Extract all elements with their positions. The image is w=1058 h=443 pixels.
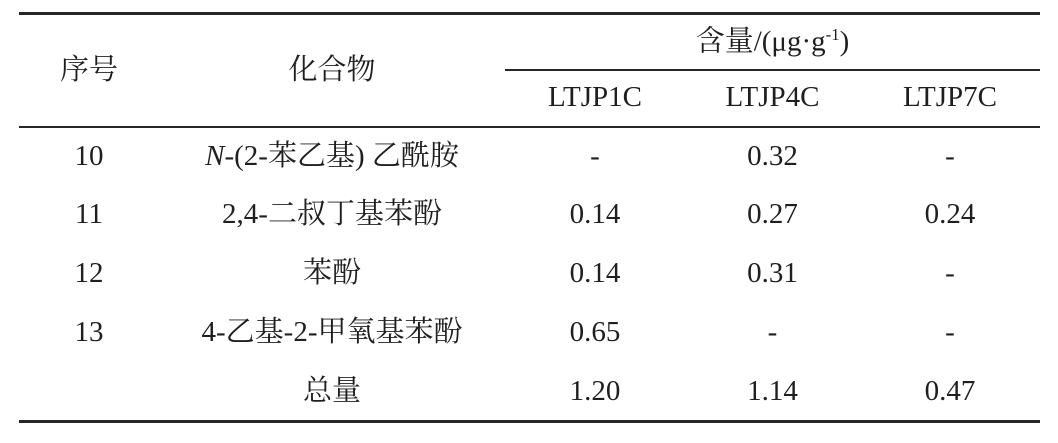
serial-cell (19, 363, 159, 422)
compound-name: 苯酚 (302, 257, 361, 290)
compound-cell (159, 304, 505, 363)
compound-name: 2,4-二叔丁基苯酚 (222, 198, 442, 231)
col-header-content-group (505, 14, 1040, 70)
table-header (19, 14, 1040, 127)
table-body (19, 127, 1040, 422)
col-header-ltjp7c: LTJP7C (860, 70, 1040, 127)
table-row-compound-13 (19, 304, 1040, 363)
value-cell-ltjp4c: 0.31 (747, 257, 798, 290)
table-row-compound-10 (19, 127, 1040, 186)
value-cell-ltjp1c: - (590, 139, 600, 172)
serial-cell: 13 (74, 316, 104, 349)
col-header-ltjp1c: LTJP1C (505, 70, 685, 127)
compound-name: 4-乙基-2-甲氧基苯酚 (201, 316, 463, 349)
value-cell-ltjp7c: - (945, 257, 955, 290)
col-header-compound: 化合物 (159, 14, 505, 127)
value-cell-ltjp4c: - (767, 316, 778, 349)
table-row-compound-12 (19, 245, 1040, 304)
value-cell-ltjp4c: 1.14 (747, 374, 798, 407)
serial-cell: 10 (74, 139, 104, 172)
compound-name: -(2-苯乙基) 乙酰胺 (224, 139, 459, 172)
col-header-ltjp4c: LTJP4C (685, 70, 860, 127)
value-cell-ltjp7c: 0.47 (924, 374, 976, 407)
content-unit-prefix: 含量/(μg·g (695, 25, 826, 58)
value-cell-ltjp1c: 0.14 (569, 198, 621, 231)
compound-italic-prefix: N (205, 139, 225, 172)
compound-cell (159, 186, 505, 245)
value-cell-ltjp1c: 0.65 (569, 316, 621, 349)
header-row-group (19, 14, 1040, 70)
value-cell-ltjp4c: 0.32 (747, 139, 798, 172)
value-cell-ltjp7c: - (945, 316, 955, 349)
total-label: 总量 (302, 374, 361, 407)
compound-cell-total-label (159, 363, 505, 422)
value-cell-ltjp1c: 1.20 (569, 374, 621, 407)
col-header-serial: 序号 (19, 14, 159, 127)
table-row-total (19, 363, 1040, 422)
serial-cell: 12 (74, 257, 104, 290)
compound-cell (159, 127, 505, 186)
compound-cell (159, 245, 505, 304)
value-cell-ltjp7c: - (945, 139, 955, 172)
compound-content-table (19, 12, 1040, 423)
serial-cell: 11 (75, 198, 103, 231)
value-cell-ltjp7c: 0.24 (924, 198, 976, 231)
table-row-compound-11 (19, 186, 1040, 245)
value-cell-ltjp4c: 0.27 (747, 198, 798, 231)
content-unit-suffix: ) (839, 25, 850, 58)
value-cell-ltjp1c: 0.14 (569, 257, 621, 290)
content-unit-superscript: -1 (825, 24, 840, 44)
